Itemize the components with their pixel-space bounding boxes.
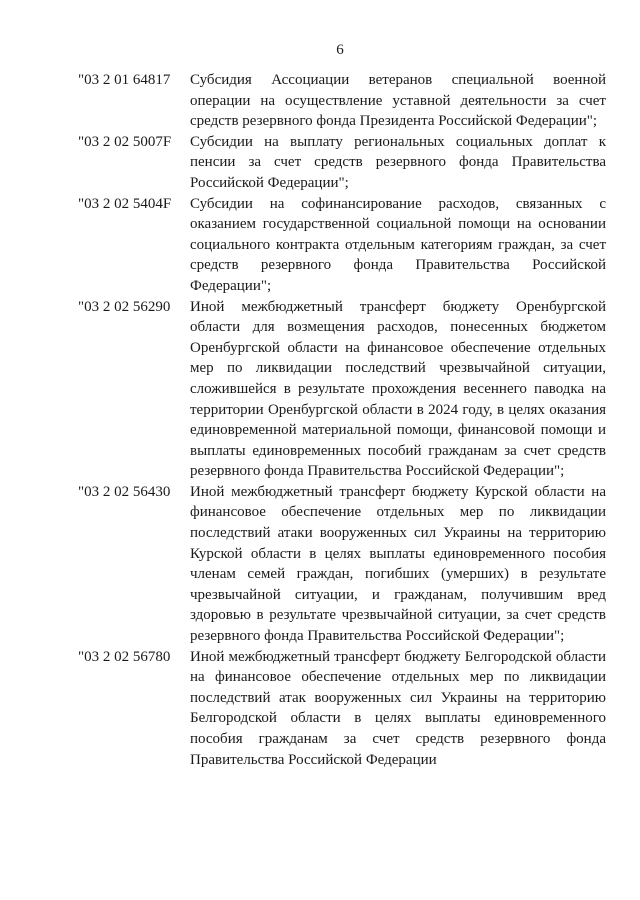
entry-text: Субсидии на выплату региональных социальных доплат к пенсии за счет средств резервного фонда Правительства Российской Федерации"; [190, 133, 606, 191]
entry-code: "03 2 02 5404F [78, 195, 172, 212]
entry-code: "03 2 02 56430 [78, 483, 171, 500]
entry-row [78, 132, 606, 194]
entry-code: "03 2 01 64817 [78, 72, 171, 88]
entry-text: Иной межбюджетный трансферт бюджету Белгородской области на финансовое обеспечение отдельных мер по ликвидации последствий атак вооруженных сил Украины на территорию Белгородской области в целях выплаты единовременного пособия гражданам за счет средств резервного фонда Правительства Российской Федерации [190, 648, 606, 768]
entry-text: Субсидия Ассоциации ветеранов специальной военной операции на осуществление уставной деятельности за счет средств резервного фонда Президента Российской Федерации"; [190, 72, 606, 130]
entry-text: Иной межбюджетный трансферт бюджету Оренбургской области для возмещения расходов, понесенных бюджетом Оренбургской области на финансовое обеспечение отдельных мер по ликвидации последствий чрезвычайной ситуации, сложившейся в результате прохождения весеннего паводка на территории Оренбургской области в 2024 году, в целях оказания единовременной материальной помощи, финансовой помощи и выплаты единовременных пособий гражданам за счет средств резервного фонда Правительства Российской Федерации"; [190, 298, 606, 480]
entry-text: Субсидии на софинансирование расходов, связанных с оказанием государственной социальной помощи на основании социального контракта отдельным категориям граждан, за счет средств резервного фонда Правительства Российской Федерации"; [190, 195, 606, 294]
entry-text: Иной межбюджетный трансферт бюджету Курской области на финансовое обеспечение отдельных мер по ликвидации последствий атаки вооруженных сил Украины на территорию Курской области в целях выплаты единовременного пособия членам семей граждан, погибших (умерших) в результате чрезвычайной ситуации, и гражданам, получившим вред здоровью в результате чрезвычайной ситуации, за счет средств резервного фонда Правительства Российской Федерации"; [190, 483, 606, 645]
page-number: 6 [336, 42, 344, 58]
entry-row [78, 482, 606, 647]
entry-code: "03 2 02 56290 [78, 298, 171, 315]
entry-code: "03 2 02 56780 [78, 648, 171, 665]
entry-row [78, 647, 606, 771]
entry-row [78, 194, 606, 297]
entry-row [78, 297, 606, 482]
entry-row [78, 70, 606, 132]
entries-list [78, 70, 606, 770]
entry-code: "03 2 02 5007F [78, 133, 172, 150]
